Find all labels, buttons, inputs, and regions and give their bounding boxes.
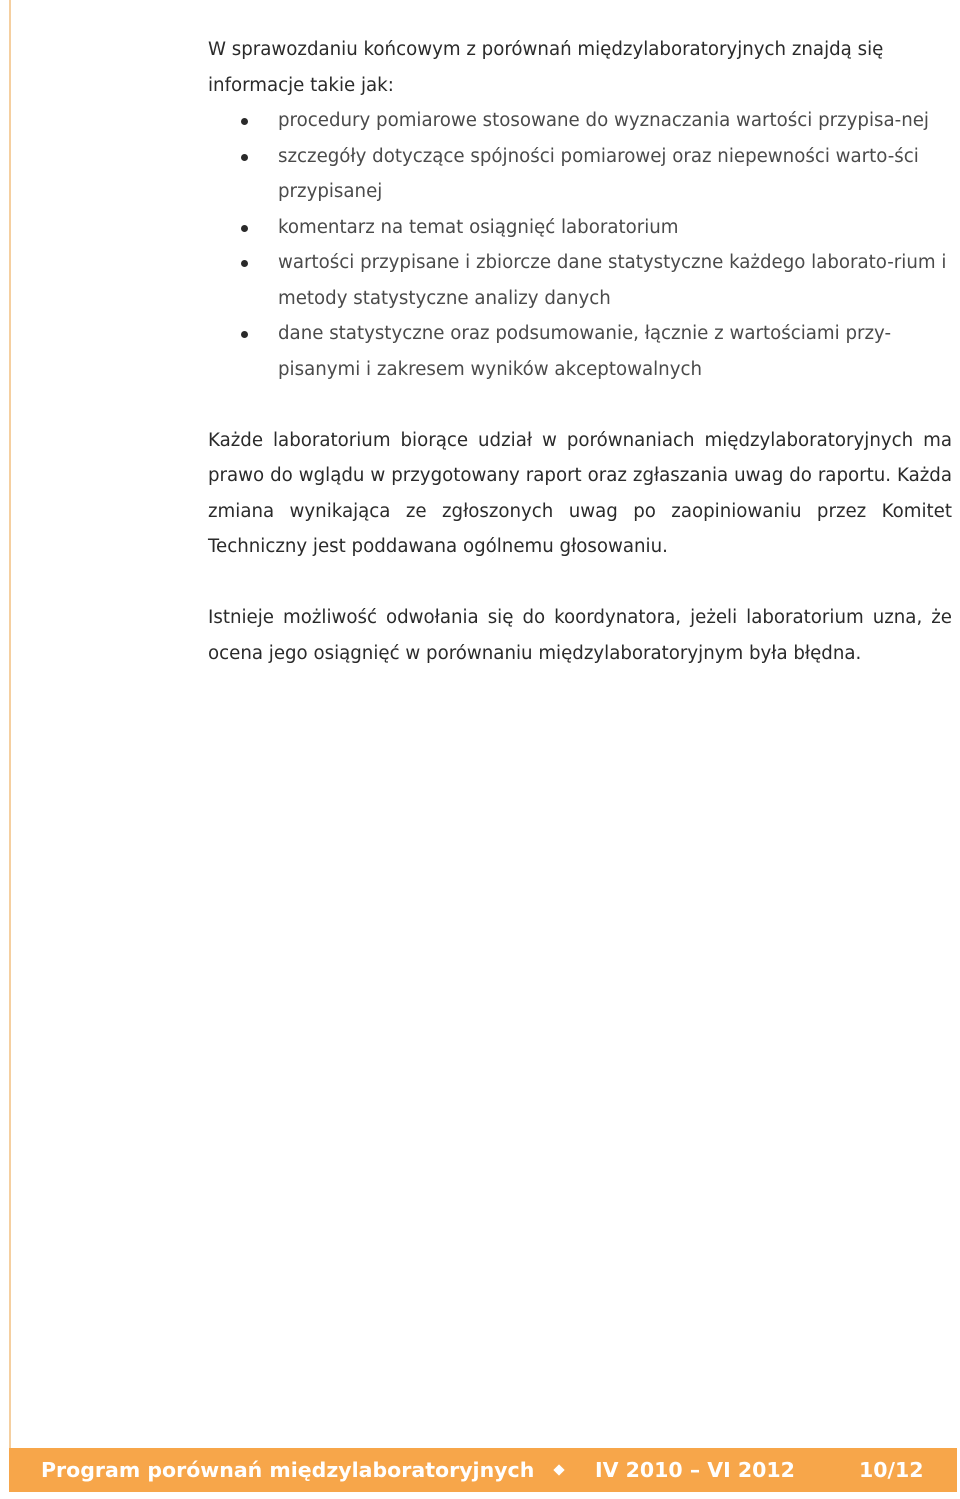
footer-period: IV 2010 – VI 2012: [595, 1458, 795, 1482]
bullet-icon: [241, 331, 248, 338]
bullet-icon: [241, 154, 248, 161]
page-left-rule: [9, 0, 11, 1460]
bullet-icon: [241, 225, 248, 232]
list-item: [208, 245, 952, 316]
list-item-text: wartości przypisane i zbiorcze dane statystyczne każdego laborato-rium i metody statystyczne analizy danych: [278, 252, 947, 309]
list-item: [208, 210, 952, 246]
info-list: [208, 103, 952, 387]
document-body: [208, 32, 952, 671]
footer-page-number: 10/12: [859, 1458, 924, 1482]
list-item: [208, 316, 952, 387]
bullet-icon: [241, 260, 248, 267]
list-item-text: dane statystyczne oraz podsumowanie, łącznie z wartościami przy-pisanymi i zakresem wyników akceptowalnych: [278, 323, 892, 380]
diamond-icon: [553, 1464, 564, 1475]
intro-text: W sprawozdaniu końcowym z porównań międzylaboratoryjnych znajdą się informacje takie jak:: [208, 39, 884, 96]
paragraph-appeal: Istnieje możliwość odwołania się do koordynatora, jeżeli laboratorium uzna, że ocena jego osiągnięć w porównaniu międzylaboratoryjnym była błędna.: [208, 607, 952, 664]
list-item-text: szczegóły dotyczące spójności pomiarowej oraz niepewności warto-ści przypisanej: [278, 145, 919, 202]
list-item: [208, 103, 952, 139]
bullet-icon: [241, 118, 248, 125]
page-footer: [9, 1448, 957, 1492]
list-item: [208, 139, 952, 210]
footer-program-title: Program porównań międzylaboratoryjnych: [41, 1458, 535, 1482]
list-item-text: komentarz na temat osiągnięć laboratorium: [278, 216, 679, 238]
list-item-text: procedury pomiarowe stosowane do wyznaczania wartości przypisa-nej: [278, 110, 929, 131]
paragraph-report-review: Każde laboratorium biorące udział w porównaniach międzylaboratoryjnych ma prawo do wglądu w przygotowany raport oraz zgłaszania uwag do raportu. Każda zmiana wynikająca ze zgłoszonych uwag po zaopiniowaniu przez Komitet Techniczny jest poddawana ogólnemu głosowaniu.: [208, 429, 952, 557]
